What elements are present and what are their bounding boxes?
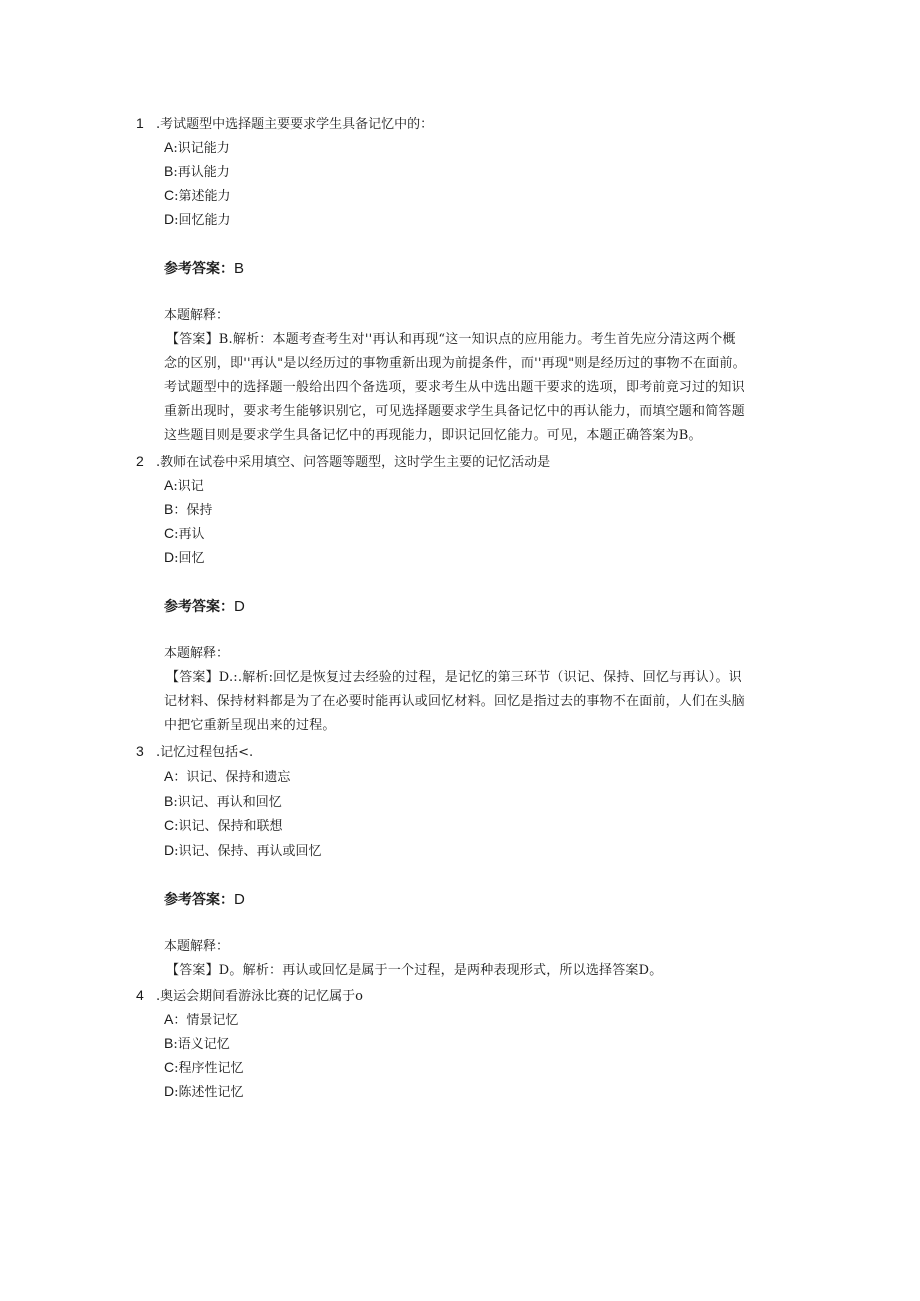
question-stem <box>136 985 363 1007</box>
question-text: .考试题型中选择题主要要求学生具备记忆中的： <box>156 117 434 132</box>
option-text: :再认 <box>174 527 205 542</box>
explanation-line: 【答案】D.:.解析:回忆是恢复过去经验的过程，是记忆的第三环节（识记、保持、回忆与再认）。识 <box>166 670 742 685</box>
question-number: 3 <box>136 743 144 759</box>
answer-value: D <box>234 598 245 615</box>
explanation-line: 中把它重新呈现出来的过程。 <box>164 718 336 733</box>
option-b <box>164 499 212 521</box>
explanation-line: 【答案】B.解析：本题考查考生对''再认和再现“这一知识点的应用能力。考生首先应分清这两个概 <box>166 332 736 347</box>
option-c <box>164 1057 244 1079</box>
option-text: :识记能力 <box>173 141 230 156</box>
explanation-title: 本题解释： <box>164 646 230 661</box>
option-text: :回忆能力 <box>174 213 231 228</box>
option-text: ：保持 <box>173 503 213 518</box>
option-a <box>164 1009 238 1031</box>
explanation-line: 【答案】D。解析：再认或回忆是属于一个过程，是两种表现形式，所以选择答案D。 <box>166 963 663 978</box>
option-text: :识记、保持、再认或回忆 <box>174 844 322 859</box>
option-d <box>164 209 231 231</box>
option-letter: D <box>164 842 175 858</box>
answer-label: 参考答案： <box>164 261 234 277</box>
question-text: .教师在试卷中采用填空、问答题等题型，这时学生主要的记忆活动是 <box>156 455 551 470</box>
option-letter: C <box>164 1059 175 1075</box>
explanation-line: 念的区别，即''再认"是以经历过的事物重新出现为前提条件，而''再现"则是经历过的事物不在面前。 <box>164 356 746 371</box>
question-text: .记忆过程包括<. <box>156 745 254 760</box>
option-text: ：识记、保持和遗忘 <box>173 770 291 785</box>
option-letter: C <box>164 187 175 203</box>
explanation-title: 本题解释： <box>164 939 230 954</box>
option-text: :再认能力 <box>173 165 230 180</box>
reference-answer <box>164 890 245 910</box>
option-letter: A <box>164 1011 174 1027</box>
option-text: :程序性记忆 <box>174 1061 244 1076</box>
question-stem <box>136 451 550 473</box>
option-a <box>164 137 230 159</box>
option-letter: D <box>164 211 175 227</box>
option-letter: C <box>164 525 175 541</box>
question-stem <box>136 113 433 135</box>
option-text: :回忆 <box>174 551 205 566</box>
option-d <box>164 1081 244 1103</box>
option-letter: D <box>164 549 175 565</box>
explanation-line: 考试题型中的选择题一般给出四个备选项，要求考生从中选出题干要求的选项，即考前竟习过的知识 <box>164 380 745 395</box>
option-text: :识记 <box>173 479 204 494</box>
option-letter: D <box>164 1083 175 1099</box>
question-stem <box>136 741 253 763</box>
option-c <box>164 523 205 545</box>
option-b <box>164 791 282 813</box>
option-letter: B <box>164 1035 174 1051</box>
question-number: 1 <box>136 115 144 131</box>
question-number: 2 <box>136 453 144 469</box>
option-letter: C <box>164 817 175 833</box>
option-text: ：情景记忆 <box>173 1013 239 1028</box>
option-letter: B <box>164 793 174 809</box>
question-number: 4 <box>136 987 144 1003</box>
option-letter: B <box>164 163 174 179</box>
option-text: :第述能力 <box>174 189 231 204</box>
option-c <box>164 815 283 837</box>
reference-answer <box>164 597 245 617</box>
option-a <box>164 475 204 497</box>
answer-value: D <box>234 891 245 908</box>
option-a <box>164 766 290 788</box>
option-text: :语义记忆 <box>173 1037 230 1052</box>
option-text: :识记、保持和联想 <box>174 819 283 834</box>
option-letter: A <box>164 768 174 784</box>
explanation-title: 本题解释： <box>164 308 230 323</box>
reference-answer <box>164 259 244 279</box>
answer-value: B <box>234 260 245 277</box>
answer-label: 参考答案： <box>164 892 234 908</box>
option-c <box>164 185 231 207</box>
option-d <box>164 547 205 569</box>
option-text: :识记、再认和回忆 <box>173 795 282 810</box>
option-letter: A <box>164 139 174 155</box>
option-b <box>164 161 230 183</box>
explanation-line: 这些题目则是要求学生具备记忆中的再现能力，即识记回忆能力。可见，本题正确答案为B。 <box>164 428 702 443</box>
option-text: :陈述性记忆 <box>174 1085 244 1100</box>
option-letter: A <box>164 477 174 493</box>
explanation-line: 重新出现时，要求考生能够识别它，可见选择题要求学生具备记忆中的再认能力，而填空题和简答题 <box>164 404 745 419</box>
question-text: .奥运会期间看游泳比赛的记忆属于o <box>156 989 363 1004</box>
option-b <box>164 1033 230 1055</box>
option-d <box>164 840 322 862</box>
answer-label: 参考答案： <box>164 599 234 615</box>
explanation-line: 记材料、保持材料都是为了在必要时能再认或回忆材料。回忆是指过去的事物不在面前，人们在头脑 <box>164 694 745 709</box>
option-letter: B <box>164 501 174 517</box>
